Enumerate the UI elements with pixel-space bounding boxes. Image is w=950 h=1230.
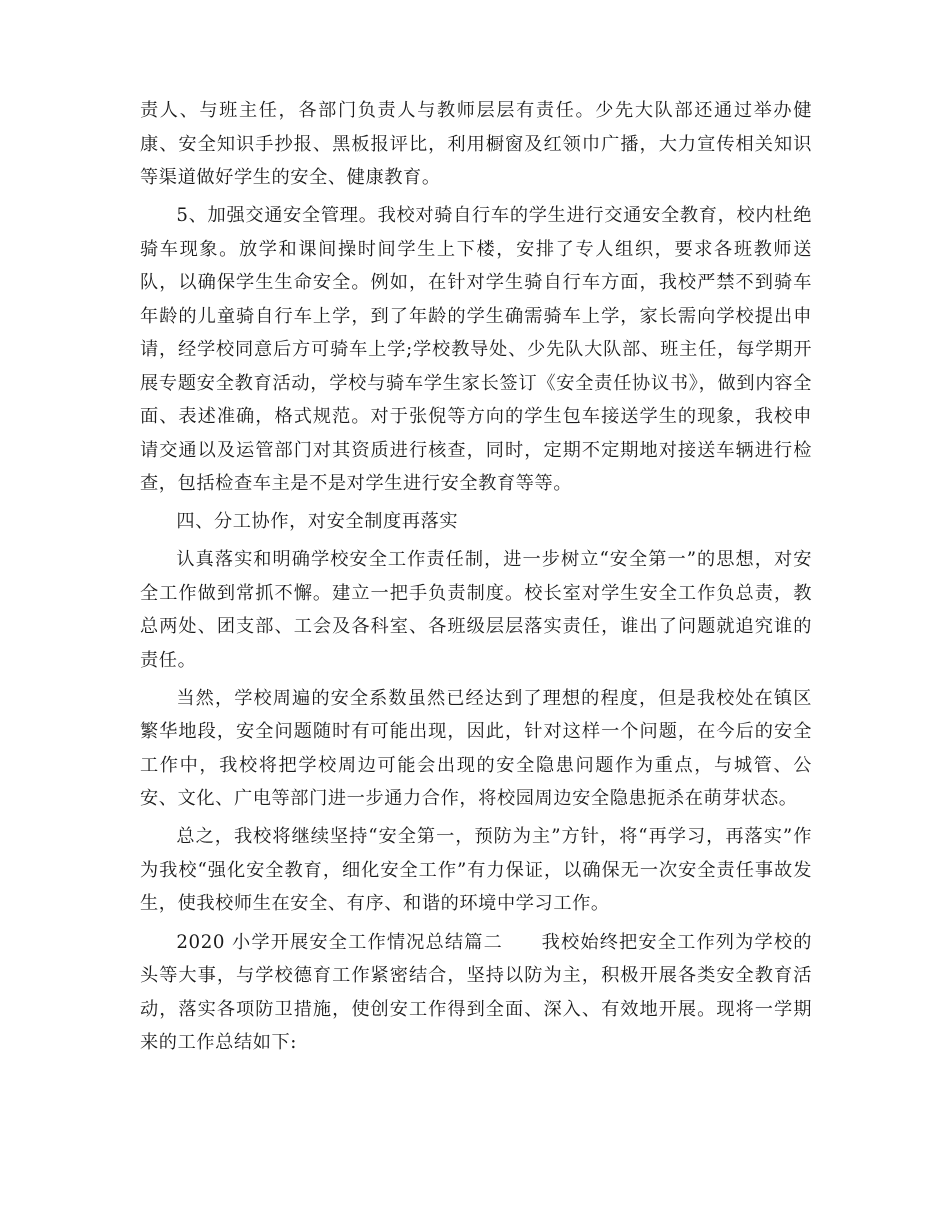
section-heading-division-of-labor: 四、分工协作，对安全制度再落实 (176, 511, 459, 533)
paragraph-1: 责人、与班主任，各部门负责人与教师层层有责任。少先大队部还通过举办健康、安全知识手抄报、黑板报评比，利用橱窗及红领巾广播，大力宣传相关知识等渠道做好学生的安全、健康教育。 (140, 100, 812, 188)
paragraph-traffic-safety: 5、加强交通安全管理。我校对骑自行车的学生进行交通安全教育，校内杜绝骑车现象。放学和课间操时间学生上下楼，安排了专人组织，要求各班教师送队，以确保学生生命安全。例如，在针对学生骑自行车方面，我校严禁不到骑车年龄的儿童骑自行车上学，到了年龄的学生确需骑车上学，家长需向学校提出申请，经学校同意后方可骑车上学;学校教导处、少先队大队部、班主任，每学期开展专题安全教育活动，学校与骑车学生家长签订《安全责任协议书》，做到内容全面、表述准确，格式规范。对于张倪等方向的学生包车接送学生的现象，我校申请交通以及运管部门对其资质进行核查，同时，定期不定期地对接送车辆进行检查，包括检查车主是不是对学生进行安全教育等等。 (140, 205, 812, 495)
paragraph-conclusion: 总之，我校将继续坚持“安全第一，预防为主”方针，将“再学习，再落实”作为我校“强化安全教育，细化安全工作”有力保证，以确保无一次安全责任事故发生，使我校师生在安全、有序、和谐的环境中学习工作。 (140, 826, 812, 915)
paragraph-surrounding-safety: 当然，学校周遍的安全系数虽然已经达到了理想的程度，但是我校处在镇区繁华地段，安全问题随时有可能出现，因此，针对这样一个问题，在今后的安全工作中，我校将把学校周边可能会出现的安全隐患问题作为重点，与城管、公安、文化、广电等部门进一步通力合作，将校园周边安全隐患扼杀在萌芽状态。 (140, 687, 812, 810)
paragraph-responsibility-system: 认真落实和明确学校安全工作责任制，进一步树立“安全第一”的思想，对安全工作做到常抓不懈。建立一把手负责制度。校长室对学生安全工作负总责，教总两处、团支部、工会及各科室、各班级层层落实责任，谁出了问题就追究谁的责任。 (140, 549, 812, 671)
document-page (140, 94, 812, 1064)
paragraph-part-two-intro: 2020 小学开展安全工作情况总结篇二 我校始终把安全工作列为学校的头等大事，与学校德育工作紧密结合，坚持以防为主，积极开展各类安全教育活动，落实各项防卫措施，使创安工作得到全面、深入、有效地开展。现将一学期来的工作总结如下: (140, 931, 812, 1054)
